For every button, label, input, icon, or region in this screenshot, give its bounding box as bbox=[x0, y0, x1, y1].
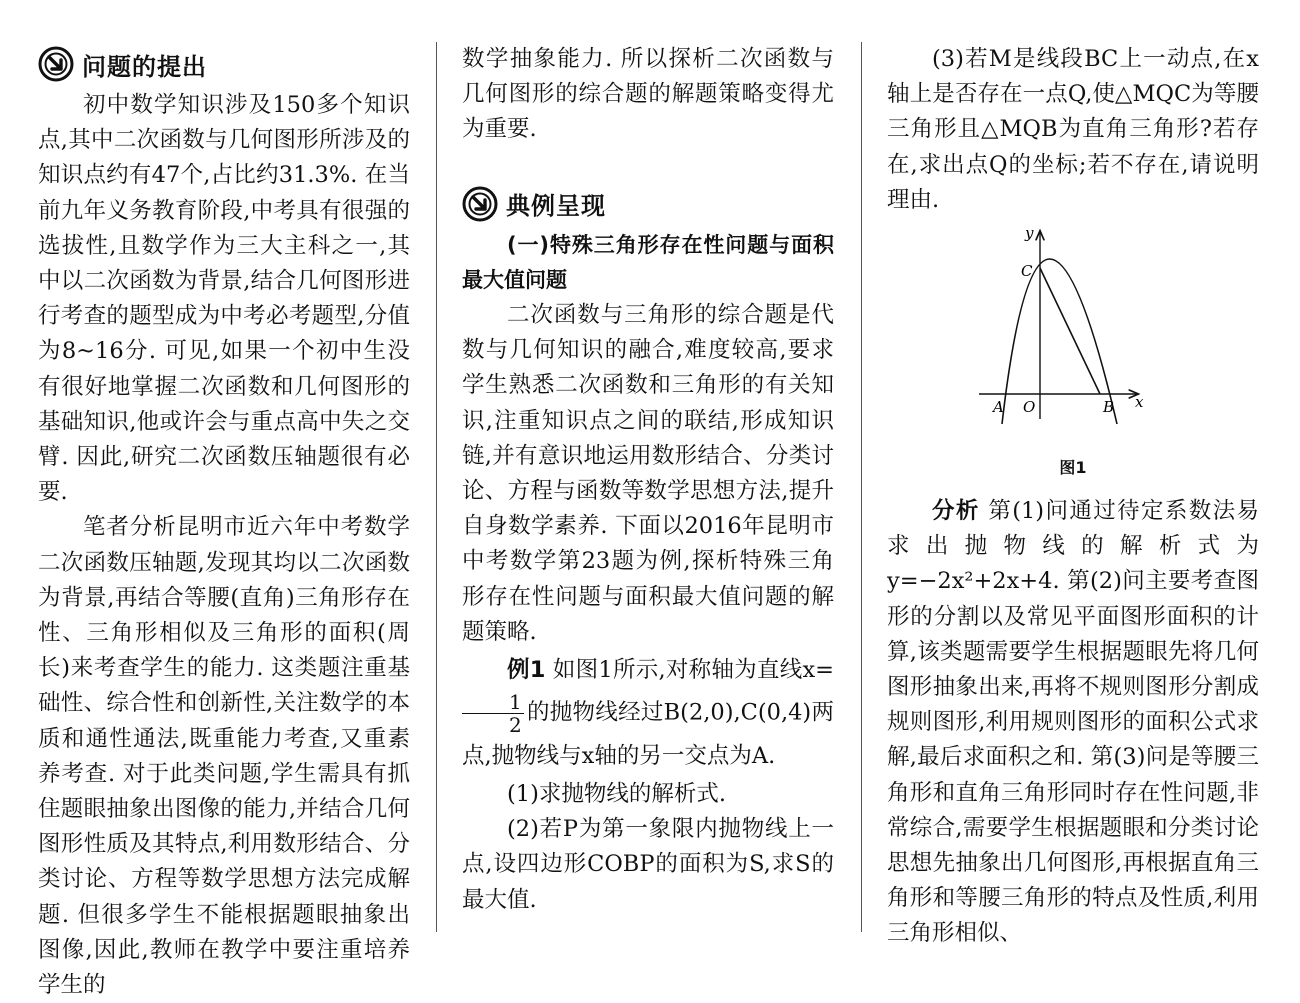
example-text: 的抛物线经过B(2,0),C(0,4)两点,抛物线与x轴的另一交点为A. bbox=[462, 699, 834, 770]
example-statement bbox=[462, 650, 834, 777]
column-1 bbox=[38, 42, 410, 1003]
analysis-label: 分析 bbox=[932, 498, 980, 525]
column-2 bbox=[462, 42, 834, 918]
paragraph: 二次函数与三角形的综合题是代数与几何知识的融合,难度较高,要求学生熟悉二次函数和三角形的有关知识,注重知识点之间的联结,形成知识链,并有意识地运用数形结合、分类讨论、方程与函数等数学思想方法,提升自身数学素养. 下面以2016年昆明市中考数学第23题为例,探析特殊三角形存在性问题与面积最大值问题的解题策略. bbox=[462, 302, 834, 645]
label-x: x bbox=[1135, 393, 1144, 412]
paragraph: 笔者分析昆明市近六年中考数学二次函数压轴题,发现其均以二次函数为背景,再结合等腰(直角)三角形存在性、三角形相似及三角形的面积(周长)来考查学生的能力. 这类题注重基础性、综合性和创新性,关注数学的本质和通性通法,既重能力考查,又重素养考查. 对于此类问题,学生需具有抓住题眼抽象出图像的能力,并结合几何图形性质及其特点,利用数形结合、分类讨论、方程等数学思想方法完成解题. 但很多学生不能根据题眼抽象出图像,因此,教师在教学中要注重培养学生的 bbox=[38, 514, 410, 999]
parabola-diagram bbox=[887, 224, 1259, 454]
analysis-text: 第(1)问通过待定系数法易求出抛物线的解析式为y=−2x²+2x+4. 第(2)问主要考查图形的分割以及常见平面图形面积的计算,该类题需要学生根据题眼先将几何图形抽象出来,再将不规则图形分割成规则图形,利用规则图形的面积公式求解,最后求面积之和. 第(3)问是等腰三角形和直角三角形同时存在性问题,非常综合,需要学生根据题眼和分类讨论思想先抽象出几何图形,再根据直角三角形和等腰三角形的特点及性质,利用三角形相似、 bbox=[887, 498, 1259, 947]
section-title: 典例呈现 bbox=[506, 192, 606, 221]
fraction: $\frac{1}{2}$ bbox=[462, 691, 524, 736]
section-title: 问题的提出 bbox=[82, 52, 207, 81]
column-3 bbox=[887, 42, 1259, 952]
section-heading-examples bbox=[462, 182, 834, 226]
question-2: (2)若P为第一象限内抛物线上一点,设四边形COBP的面积为S,求S的最大值. bbox=[462, 816, 834, 913]
question-1: (1)求抛物线的解析式. bbox=[507, 781, 727, 808]
subsection-title: (一)特殊三角形存在性问题与面积最大值问题 bbox=[462, 232, 834, 292]
paragraph: 初中数学知识涉及150多个知识点,其中二次函数与几何图形所涉及的知识点约有47个,占比约31.3%. 在当前九年义务教育阶段,中考具有很强的选拔性,且数学作为三大主科之一,其中以二次函数为背景,结合几何图形进行考查的题型成为中考必考题型,分值为8~16分. 可见,如果一个初中生没有很好地掌握二次函数和几何图形的基础知识,他或许会与重点高中失之交臂. 因此,研究二次函数压轴题很有必要. bbox=[38, 92, 410, 506]
figure-caption: 图1 bbox=[1059, 458, 1087, 478]
segment-bc bbox=[1040, 268, 1100, 394]
figure-1 bbox=[887, 224, 1259, 494]
arrow-circle-icon bbox=[462, 186, 498, 222]
paragraph: 数学抽象能力. 所以探析二次函数与几何图形的综合题的解题策略变得尤为重要. bbox=[462, 46, 834, 143]
example-label: 例1 bbox=[507, 657, 546, 684]
analysis-paragraph bbox=[887, 494, 1259, 952]
parabola-curve bbox=[1002, 259, 1117, 424]
label-b: B bbox=[1103, 398, 1115, 417]
label-y: y bbox=[1025, 224, 1034, 243]
section-heading-problem bbox=[38, 42, 410, 86]
example-text: 如图1所示,对称轴为直线x= bbox=[552, 657, 835, 684]
label-a: A bbox=[993, 398, 1004, 417]
label-o: O bbox=[1023, 398, 1036, 417]
label-c: C bbox=[1021, 262, 1033, 281]
arrow-circle-icon bbox=[38, 46, 74, 82]
column-divider-2 bbox=[861, 42, 862, 932]
column-divider-1 bbox=[436, 42, 437, 932]
question-3: (3)若M是线段BC上一动点,在x轴上是否存在一点Q,使△MQC为等腰三角形且△MQB为直角三角形?若存在,求出点Q的坐标;若不存在,请说明理由. bbox=[887, 46, 1259, 213]
